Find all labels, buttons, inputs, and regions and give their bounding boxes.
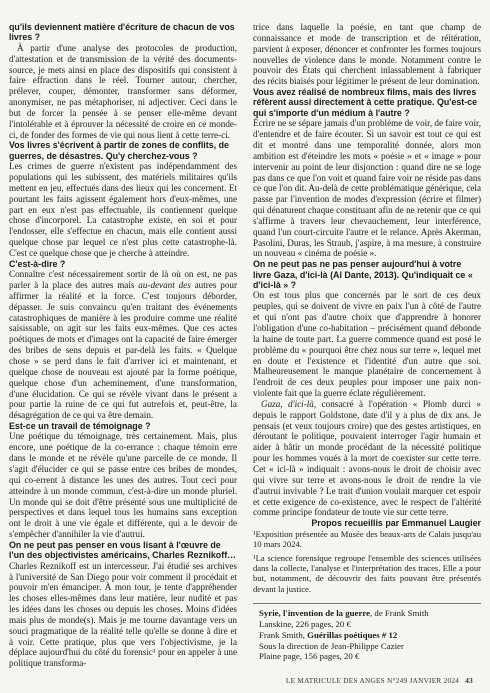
book-author: Frank Smith, xyxy=(259,629,308,640)
footnote: ¹La science forensique regroupe l'ensemble des sciences utilisées dans la collecte, l'analyse et l'interprétation des traces. Elle a pour but, notamment, de découvrir des faits pouvant être présentés devant la justice. xyxy=(253,552,481,594)
answer-text: Connaître c'est nécessairement sortir de là où on est, ne pas parler à la place des autres mais xyxy=(9,269,237,291)
book-entry xyxy=(259,630,481,641)
answer-paragraph: Une poétique du témoignage, très certainement. Mais, plus encore, une poétique de la co-errance : chaque témoin erre dans le monde et ne révèle qu'une parcelle de ce monde. Il s'agit d'élucider ce qui se passe entre ces bribes de mondes, qui co-errent à distance les unes des autres. Tout ceci pour atteindre à un monde commun, c'est-à-dire un monde pluriel. Un monde qui se doit d'être présenté sous une multiplicité de perspectives et dans lequel tous les humains sans exception ont le droit à une vie égale et différente, qui a le devoir de s'empêcher d'annihiler la vie d'autrui. xyxy=(9,431,237,540)
answer-paragraph xyxy=(253,399,481,518)
answer-paragraph: trice dans laquelle la poésie, en tant que champ de connaissance et mode de transcription et de réitération, parvient à exposer, dénoncer et confronter les formes toujours nouvelles de violence dans le monde. Notamment contre le pouvoir des États qui cherchent inlassablement à fabriquer des récits biaisés pour légitimer le présent de leur domination. xyxy=(253,22,481,87)
italic-emphasis: au-devant des xyxy=(138,280,191,291)
left-column xyxy=(9,22,237,669)
question-heading: C'est-à-dire ? xyxy=(9,258,66,269)
running-footer xyxy=(286,677,473,685)
book-title: Guérillas poétiques # 12 xyxy=(307,629,398,640)
answer-text: , consacré à l'opération « Plomb durci » depuis le rapport Goldstone, date d'il y a plus de dix ans. Je pensais (et veux toujours croire) que des gestes artistiques, en déroutant le politique, pouvaient interroger l'agir humain et aider à bâtir un monde procédant de la nécessité politique pour les hommes voués à la mort de coexister sur cette terre. Cet « ici-là » indiquait : avons-nous le droit de choisir avec qui vivre sur terre et avons-nous le droit de rendre la vie d'autrui invivable ? Le trait d'union voulait marquer cet espoir et cette exigence de co-existence, avec le respect de l'altérité comme principe fondateur de toute vie sur cette terre. xyxy=(253,398,481,518)
answer-paragraph: À partir d'une analyse des protocoles de production, d'attestation et de transmission de la vérité des documents-source, je mets ainsi en place des dispositifs qui consistent à faire effraction dans le réel. Tourner autour, chercher, prélever, couper, démonter, transformer sans déformer, anonymiser, ne pas métaphoriser, ni adjectiver. Ceci dans le but de forcer la pensée à se penser elle-même devant l'intolérable et à éprouver la nécessité de croire en ce monde-ci, de fonder des formes de vie qui nous lient à cette terre-ci. xyxy=(9,42,237,140)
answer-text: autres pour affirmer la réalité et la force. C'est toujours déborder, dépasser. Je suis convaincu qu'en traitant des événements catastrophiques de manière à les produire comme une réalité saisissable, on agit sur les faits eux-mêmes. Que ces actes poétiques de mots et d'images ont la capacité de faire émerger des bribes de sens depuis et par-delà les faits. « Quelque chose » se perd dans le fait d'arriver ici et maintenant, et quelque chose de nouveau est ajouté par la forme poétique, quelque chose d'un acheminement, d'une transformation, d'une élucidation. Ce qui se révèle vivant dans le présent a pour partie la ruine de ce qui fut autrefois et, peut-être, la désagrégation de ce qui va être demain. xyxy=(9,280,237,421)
interview-signature: Propos recueillis par Emmanuel Laugier xyxy=(311,518,481,529)
footnote: ¹Exposition présentée au Musée des beaux-arts de Calais jusqu'au 10 mars 2024. xyxy=(253,529,481,550)
question-heading: Est-ce un travail de témoignage ? xyxy=(9,421,151,432)
question-heading: On ne peut pas ne pas penser aujourd'hui à votre livre Gaza, d'ici-là (Al Dante, 2013). Qu'indiquait ce « d'ici-là » ? xyxy=(253,259,473,291)
book-author: , de Frank Smith xyxy=(370,607,429,618)
question-heading: On ne peut pas penser en vous lisant à l'œuvre de l'un des objectivistes américains, Charles Reznikoff… xyxy=(9,539,237,561)
page-number: 43 xyxy=(465,677,473,685)
magazine-issue: LE MATRICULE DES ANGES N°249 JANVIER 2024 xyxy=(285,677,460,685)
footnotes xyxy=(253,529,481,594)
answer-paragraph: On est tous plus que concernés par le sort de ces deux peuples, qui se doivent de vivre en paix l'un à côté de l'autre et qui n'ont pas d'autre choix que d'apprendre à honorer l'obligation d'une co-habitation – précisément quand débonde la haine de toute part. La guerre commence quand est posé le problème du « pourquoi être chez nous sur terre », lequel met en doute et l'existence et l'identité d'un autre que soi. Malheureusement le manque planétaire de concernement à l'endroit de ces deux peuples pour imposer une paix non-violente fait que la guerre éclate régulièrement. xyxy=(253,290,481,399)
book-entry xyxy=(259,608,481,619)
book-publisher: Plaine page, 156 pages, 20 € xyxy=(259,651,360,662)
question-heading: Vos livres s'écrivent à partir de zones de conflits, de guerres, de désastres. Qu'y cherchez-vous ? xyxy=(9,140,229,161)
book-title: Syrie, l'invention de la guerre xyxy=(259,607,371,618)
book-publisher: Lanskine, 226 pages, 20 € xyxy=(259,618,351,629)
answer-paragraph: Écrire ne se sépare jamais d'un problème de voir, de faire voir, d'entendre et de faire écouter. Si un savoir est tout ce qui est dit et montré dans une temporalité donnée, alors mon ambition est d'éteindre les mots « poésie » et « image » pour intervenir au point de leur disjonction : quand dire ne se loge pas dans ce que l'on voit et quand faire voir ne réside pas dans ce que l'on dit. Au-delà de cette problématique générique, cela passe par l'invention de modes d'expression (écrire et filmer) qui dénaturent chaque constituant afin de ne retenir que ce qui s'affirme à travers leur chevauchement, leur interférence, quand l'un court-circuite l'autre et le relance. Après Akerman, Pasolini, Duras, les Straub, j'aspire, à ma mesure, à construire un nouveau « cinéma de poésie ». xyxy=(253,118,481,259)
book-editor: Sous la direction de Jean-Philippe Cazier xyxy=(259,640,404,651)
book-title-italic: Gaza, d'ici-là xyxy=(261,398,314,409)
page-footer xyxy=(0,677,490,689)
answer-paragraph: Charles Reznikoff est un intercesseur. J'ai étudié ses archives à l'université de San Diego pour voir comment il procédait et pouvoir m'en émanciper. À mon tour, je tente d'appréhender les choses elles-mêmes dans leur matière, leur nudité et pas les idées dans les choses ou depuis les choses. Moins d'idées mais plus de monde(s). Mais je me tourne davantage vers un souci pragmatique de la réalité telle qu'elle se donne à dire et à voir. Cette pratique, plus que vers l'objectivisme, je la déplace aujourd'hui du côté du forensic¹ pour en appeler à une politique transforma- xyxy=(9,560,237,669)
bibliography-box xyxy=(253,603,481,663)
question-heading: Vous avez réalisé de nombreux films, mais des livres réfèrent aussi directement à cette pratique. Qu'est-ce qui s'importe d'un médium à l'autre ? xyxy=(253,87,478,118)
question-heading: qu'ils deviennent matière d'écriture de chacun de vos livres ? xyxy=(9,22,235,43)
answer-paragraph xyxy=(9,269,237,421)
right-column xyxy=(253,22,481,662)
answer-paragraph: Les crimes de guerre n'existent pas indépendamment des populations qui les subissent, des matériels militaires qu'ils mettent en jeu, effectués dans des lieux qui les concernent. Et pourtant les faits agissent également hors d'eux-mêmes, une part en eux n'est pas effectuable, ils contiennent quelque chose d'incorporel. La catastrophe existe, en soi et pour l'endosser, elle s'effectue en chacun, mais elle contient aussi quelque chose par lequel ce n'est plus cette catastrophe-là. C'est ce quelque chose que je cherche à atteindre. xyxy=(9,161,237,258)
